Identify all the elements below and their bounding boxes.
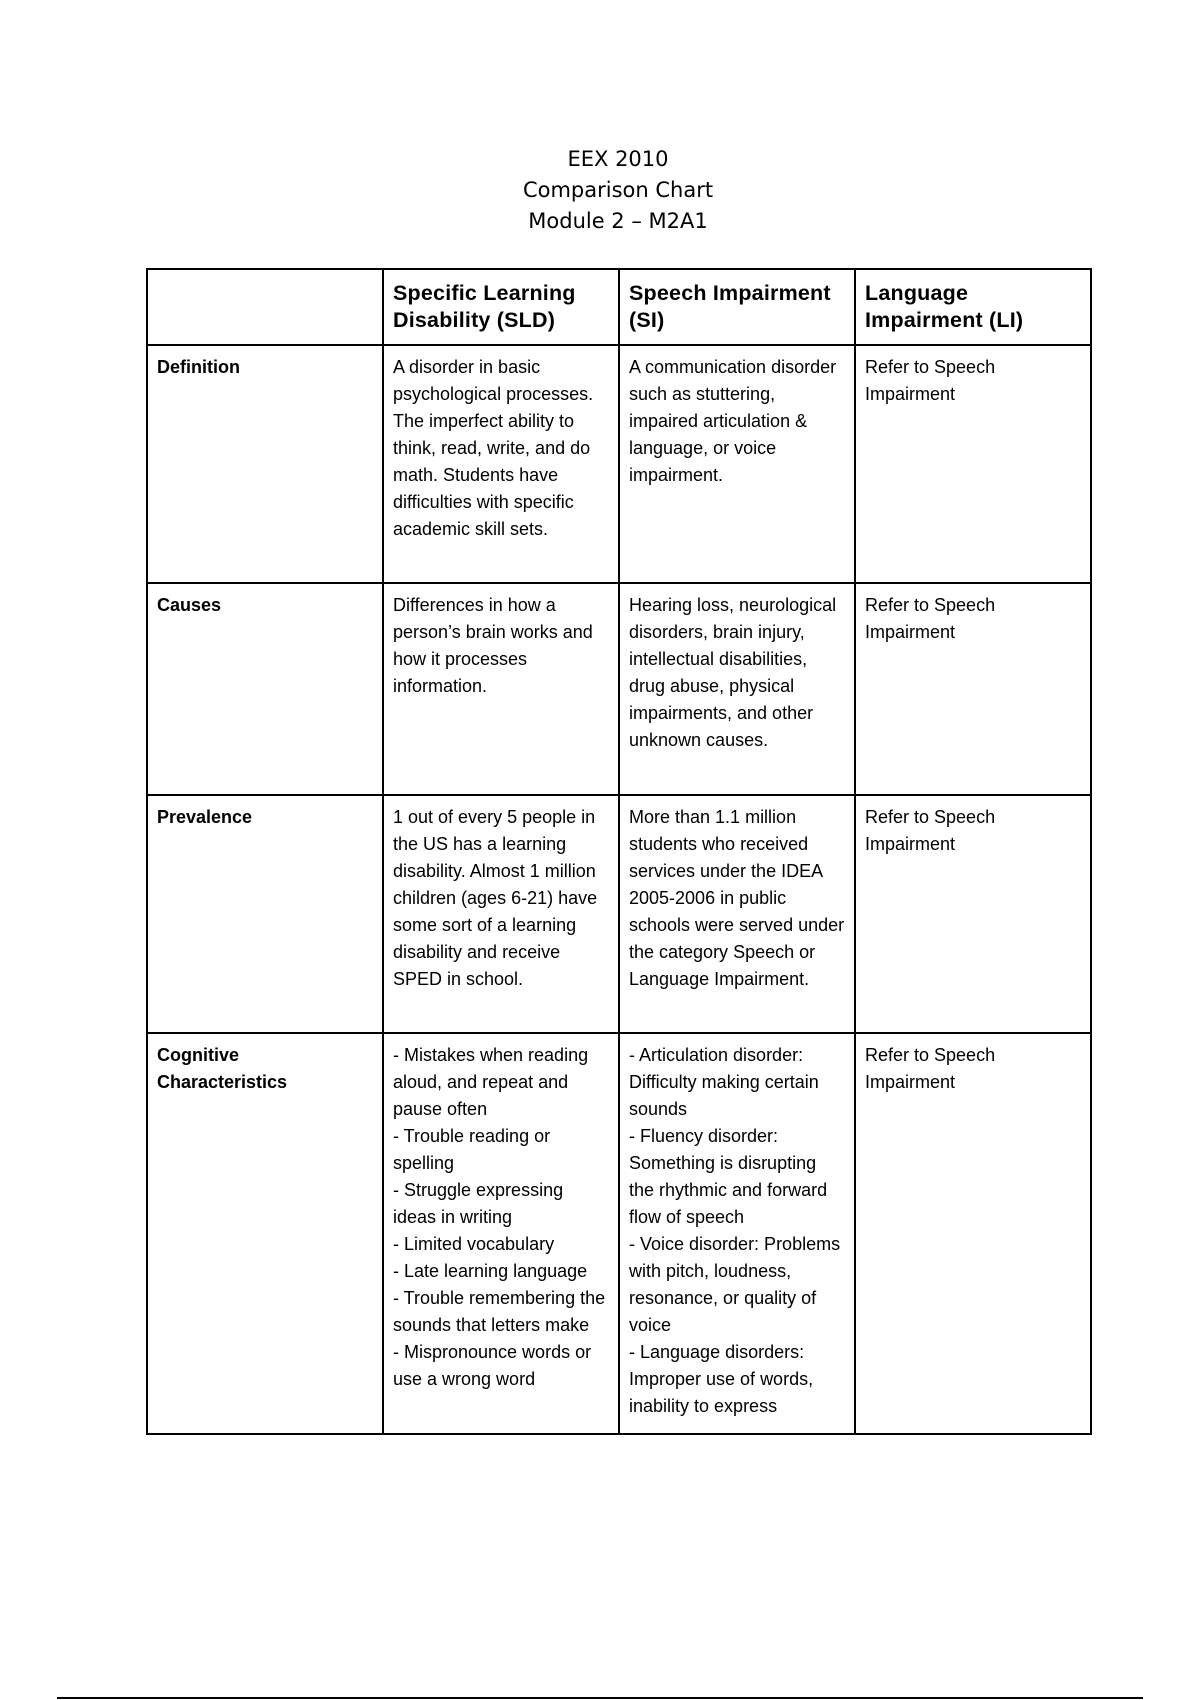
document-title: Comparison Chart [522,178,714,202]
cell-sld-cognitive: - Mistakes when reading aloud, and repeat and pause often - Trouble reading or spelling - Struggle expressing ideas in writing - Limited vocabulary - Late learning language - Trouble remembering the sounds that letters make - Mispronounce words or use a wrong word [383,1033,619,1434]
cell-si-definition: A communication disorder such as stuttering, impaired articulation & language, or voice impairment. [619,345,855,583]
cell-sld-definition: A disorder in basic psychological processes. The imperfect ability to think, read, write, and do math. Students have difficulties with specific academic skill sets. [383,345,619,583]
corner-cell [147,269,383,345]
table-row-cognitive-characteristics [147,1033,1091,1434]
cell-si-prevalence: More than 1.1 million students who received services under the IDEA 2005-2006 in public schools were served under the category Speech or Language Impairment. [619,795,855,1033]
table-row-prevalence [147,795,1091,1033]
cell-si-cognitive: - Articulation disorder: Difficulty making certain sounds - Fluency disorder: Something is disrupting the rhythmic and forward flow of speech - Voice disorder: Problems with pitch, loudness, resonance, or quality of voice - Language disorders: Improper use of words, inability to express [619,1033,855,1434]
table-row-definition [147,345,1091,583]
column-header-si: Speech Impairment (SI) [619,269,855,345]
module-label: Module 2 – M2A1 [528,209,708,233]
cell-li-definition: Refer to Speech Impairment [855,345,1091,583]
row-label: Definition [147,345,383,583]
comparison-table [146,268,1092,1435]
cell-li-causes: Refer to Speech Impairment [855,583,1091,795]
row-label: Cognitive Characteristics [147,1033,383,1434]
cell-li-prevalence: Refer to Speech Impairment [855,795,1091,1033]
row-label: Prevalence [147,795,383,1033]
cell-sld-causes: Differences in how a person’s brain works and how it processes information. [383,583,619,795]
cell-si-causes: Hearing loss, neurological disorders, brain injury, intellectual disabilities, drug abuse, physical impairments, and other unknown causes. [619,583,855,795]
document-header [0,144,1200,237]
course-code: EEX 2010 [567,147,669,171]
table-row-causes [147,583,1091,795]
page-bottom-rule [57,1697,1143,1699]
cell-sld-prevalence: 1 out of every 5 people in the US has a learning disability. Almost 1 million children (ages 6-21) have some sort of a learning disability and receive SPED in school. [383,795,619,1033]
row-label: Causes [147,583,383,795]
cell-li-cognitive: Refer to Speech Impairment [855,1033,1091,1434]
table-header-row [147,269,1091,345]
column-header-sld: Specific Learning Disability (SLD) [383,269,619,345]
column-header-li: Language Impairment (LI) [855,269,1091,345]
